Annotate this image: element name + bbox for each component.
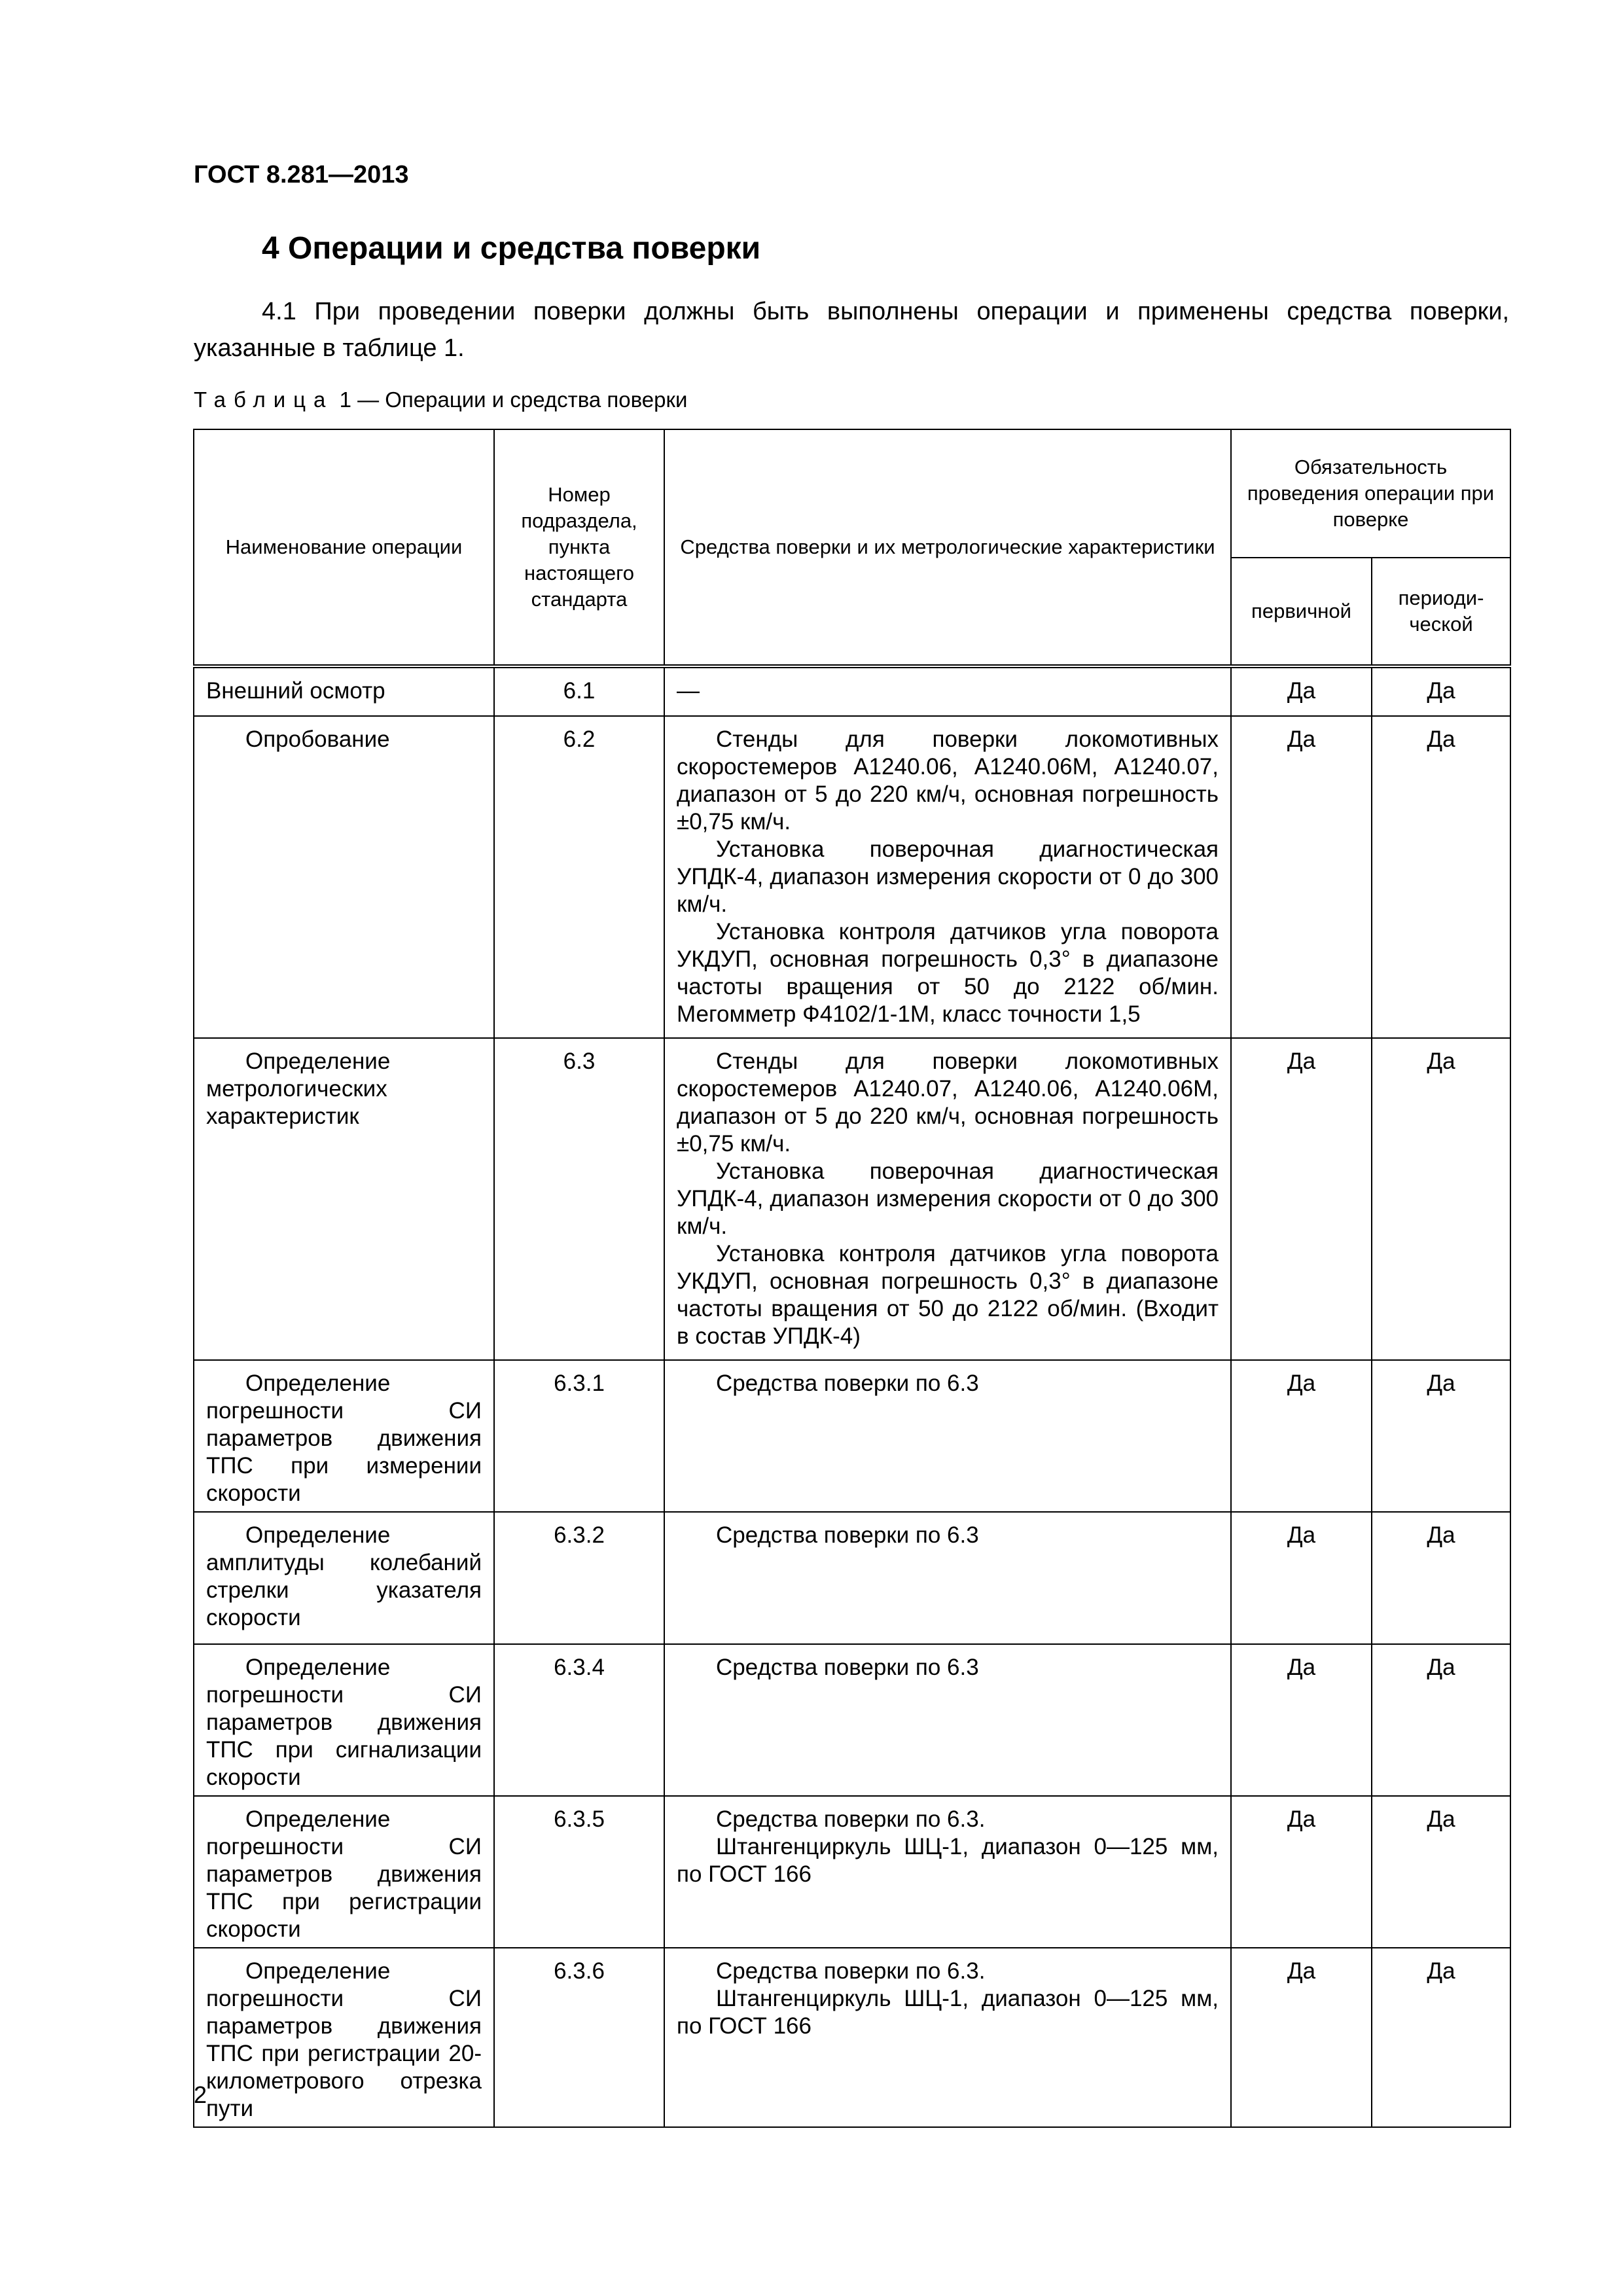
- table-row: [194, 1360, 1510, 1512]
- verification-means-paragraph: Штангенциркуль ШЦ-1, диапазон 0—125 мм, по ГОСТ 166: [677, 1986, 1219, 2039]
- verification-means-paragraph: Средства поверки по 6.3.: [716, 1958, 986, 1984]
- verification-means-cell: [664, 666, 1231, 716]
- section-number-cell: 6.3.5: [494, 1796, 664, 1948]
- verification-means-paragraph: —: [677, 678, 700, 704]
- section-number-cell: 6.1: [494, 666, 664, 716]
- verification-means-paragraph: Установка контроля датчиков угла поворота УКДУП, основная погрешность 0,3° в диапазоне частоты вращения от 50 до 2122 об/мин. Мегомметр Ф4102/1-1М, класс точности 1,5: [677, 919, 1219, 1027]
- verification-means-cell: [664, 716, 1231, 1038]
- operation-name-cell: Определение погрешности СИ параметров движения ТПС при регистрации скорости: [194, 1796, 494, 1948]
- header-operation-name: Наименование операции: [194, 429, 494, 666]
- primary-check-cell: Да: [1231, 716, 1372, 1038]
- verification-means-paragraph: Средства поверки по 6.3: [716, 1522, 979, 1548]
- primary-check-cell: Да: [1231, 1038, 1372, 1360]
- verification-means-paragraph: Установка контроля датчиков угла поворота УКДУП, основная погрешность 0,3° в диапазоне частоты вращения от 50 до 2122 об/мин. (Входит в состав УПДК-4): [677, 1241, 1219, 1349]
- primary-check-cell: Да: [1231, 1360, 1372, 1512]
- header-primary: первичной: [1231, 558, 1372, 666]
- operation-name-cell: Определение погрешности СИ параметров движения ТПС при измерении скорости: [194, 1360, 494, 1512]
- operation-name-cell: Определение амплитуды колебаний стрелки указателя скорости: [194, 1512, 494, 1644]
- section-number-cell: 6.3.2: [494, 1512, 664, 1644]
- table-caption-word: Таблица: [194, 387, 334, 412]
- periodic-check-cell: Да: [1372, 1948, 1510, 2127]
- verification-means-paragraph: Установка поверочная диагностическая УПДК-4, диапазон измерения скорости от 0 до 300 км/ч.: [677, 1158, 1219, 1239]
- primary-check-cell: Да: [1231, 1796, 1372, 1948]
- verification-means-paragraph: Средства поверки по 6.3.: [716, 1806, 986, 1832]
- table-row: [194, 716, 1510, 1038]
- section-number-cell: 6.3.1: [494, 1360, 664, 1512]
- operations-table: [193, 429, 1511, 2128]
- verification-means-paragraph: Установка поверочная диагностическая УПДК-4, диапазон измерения скорости от 0 до 300 км/ч.: [677, 836, 1219, 917]
- verification-means-paragraph: Стенды для поверки локомотивных скоростемеров А1240.07, А1240.06, А1240.06М, диапазон от 5 до 220 км/ч, основная погрешность ±0,75 км/ч.: [677, 1049, 1219, 1157]
- intro-paragraph: 4.1 При проведении поверки должны быть выполнены операции и применены средства поверки, указанные в таблице 1.: [194, 298, 1509, 362]
- verification-means-cell: [664, 1948, 1231, 2127]
- table-row: [194, 666, 1510, 716]
- periodic-check-cell: Да: [1372, 1038, 1510, 1360]
- header-verification-means: Средства поверки и их метрологические характеристики: [664, 429, 1231, 666]
- verification-means-cell: [664, 1796, 1231, 1948]
- document-id: ГОСТ 8.281—2013: [194, 161, 409, 188]
- header-periodic: периоди-ческой: [1372, 558, 1510, 666]
- periodic-check-cell: Да: [1372, 1644, 1510, 1796]
- section-number-cell: 6.3.6: [494, 1948, 664, 2127]
- page-number: 2: [194, 2081, 207, 2108]
- verification-means-cell: [664, 1512, 1231, 1644]
- table-caption-text: 1 — Операции и средства поверки: [339, 387, 688, 412]
- primary-check-cell: Да: [1231, 1512, 1372, 1644]
- verification-means-cell: [664, 1644, 1231, 1796]
- table-row: [194, 1512, 1510, 1644]
- header-obligation: Обязательность проведения операции при поверке: [1231, 429, 1510, 558]
- section-number-cell: 6.3: [494, 1038, 664, 1360]
- verification-means-paragraph: Средства поверки по 6.3: [716, 1655, 979, 1680]
- verification-means-paragraph: Средства поверки по 6.3: [716, 1371, 979, 1396]
- operation-name-cell: Опробование: [194, 716, 494, 1038]
- verification-means-cell: [664, 1360, 1231, 1512]
- verification-means-cell: [664, 1038, 1231, 1360]
- table-header: [194, 429, 1510, 666]
- verification-means-paragraph: Стенды для поверки локомотивных скоростемеров А1240.06, А1240.06М, А1240.07, диапазон от 5 до 220 км/ч, основная погрешность ±0,75 км/ч.: [677, 726, 1219, 834]
- section-title: 4 Операции и средства поверки: [262, 231, 761, 266]
- periodic-check-cell: Да: [1372, 1796, 1510, 1948]
- primary-check-cell: Да: [1231, 1644, 1372, 1796]
- section-number-cell: 6.3.4: [494, 1644, 664, 1796]
- periodic-check-cell: Да: [1372, 666, 1510, 716]
- table-body: [194, 666, 1510, 2127]
- section-number-cell: 6.2: [494, 716, 664, 1038]
- table-row: [194, 1038, 1510, 1360]
- header-section-number: Номер подраздела, пункта настоящего стандарта: [494, 429, 664, 666]
- table-caption: [194, 387, 687, 412]
- table-row: [194, 1644, 1510, 1796]
- table-row: [194, 1948, 1510, 2127]
- table-row: [194, 1796, 1510, 1948]
- verification-means-paragraph: Штангенциркуль ШЦ-1, диапазон 0—125 мм, по ГОСТ 166: [677, 1834, 1219, 1887]
- periodic-check-cell: Да: [1372, 1360, 1510, 1512]
- operation-name-cell: Определение погрешности СИ параметров движения ТПС при сигнализации скорости: [194, 1644, 494, 1796]
- primary-check-cell: Да: [1231, 1948, 1372, 2127]
- periodic-check-cell: Да: [1372, 716, 1510, 1038]
- operation-name-cell: Определение погрешности СИ параметров движения ТПС при регистрации 20-километрового отрезка пути: [194, 1948, 494, 2127]
- operation-name-cell: Внешний осмотр: [194, 666, 494, 716]
- primary-check-cell: Да: [1231, 666, 1372, 716]
- operation-name-cell: Определение метрологических характеристик: [194, 1038, 494, 1360]
- periodic-check-cell: Да: [1372, 1512, 1510, 1644]
